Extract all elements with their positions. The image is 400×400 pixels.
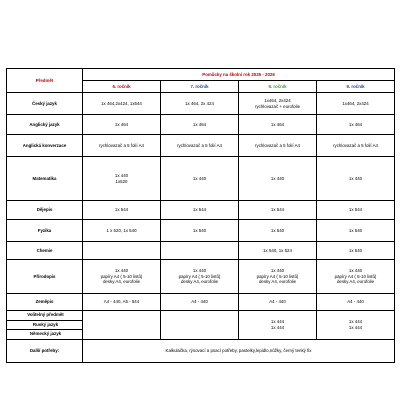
supply-cell-g6: 1 x 520, 1x 540 — [83, 220, 161, 242]
subject-cell: Matematika — [7, 157, 83, 201]
elective-row — [7, 311, 395, 340]
elective-label: Ruský jazyk — [7, 320, 82, 330]
table-row — [7, 93, 395, 115]
supply-cell-g8: A4 - 440 — [239, 294, 317, 311]
supply-cell-g6 — [83, 242, 161, 260]
table-row — [7, 220, 395, 242]
elective-value: 1x 444 — [270, 324, 285, 330]
elective-cell-g6 — [83, 311, 161, 340]
table-row — [7, 115, 395, 135]
subject-cell: Český jazyk — [7, 93, 83, 115]
supply-cell-g8: rychlovazač a 5 folií A4 — [239, 135, 317, 157]
supply-cell-g6: 1x 440 1x520 — [83, 157, 161, 201]
supply-cell-g9: 1x 440 papíry A4 ( 5-10 listů) desky A4, eurofolie — [317, 260, 395, 294]
supplies-table — [6, 68, 395, 363]
elective-cell-g8 — [239, 311, 317, 340]
supply-cell-g9: 1x464, 2x424 — [317, 93, 395, 115]
supply-cell-g8: 1x 464 — [239, 115, 317, 135]
subject-cell: Dějepis — [7, 201, 83, 220]
table-row — [7, 157, 395, 201]
table-row — [7, 242, 395, 260]
subject-cell: Anglická konverzace — [7, 135, 83, 157]
supply-cell-g9: rychlovazač a 5 folií A4 — [317, 135, 395, 157]
table-body — [7, 69, 395, 363]
other-supplies-row — [7, 339, 395, 362]
supply-cell-g9: 1x 544 — [317, 201, 395, 220]
supply-cell-g9: 1x 540 — [317, 242, 395, 260]
other-supplies-label: Další potřeby: — [7, 339, 83, 362]
supply-cell-g9: 1x 540 — [317, 220, 395, 242]
supply-cell-g7: 1x 440 papíry A4 ( 5-10 listů) desky A4, eurofolie — [161, 260, 239, 294]
elective-label: Německý jazyk — [7, 329, 82, 339]
elective-value: 1x 444 — [348, 319, 363, 325]
subject-cell: Přírodopis — [7, 260, 83, 294]
supply-cell-g7: 1x 544 — [161, 201, 239, 220]
table-row — [7, 260, 395, 294]
supply-cell-g7 — [161, 242, 239, 260]
grade-9-header: 9. ročník — [317, 81, 395, 93]
supply-cell-g9: A4 - 440 — [317, 294, 395, 311]
elective-value: 1x 444 — [270, 319, 285, 325]
elective-label: Volitelný předmět — [27, 312, 64, 317]
table-row — [7, 135, 395, 157]
subject-cell: Zeměpis — [7, 294, 83, 311]
supply-cell-g8: 1x 440 papíry A4 ( 5-10 listů) desky A4, eurofolie — [239, 260, 317, 294]
grade-6-header: 6. ročník — [83, 81, 161, 93]
supply-cell-g8: 1x 540 — [239, 220, 317, 242]
elective-cell-g9 — [317, 311, 395, 340]
elective-value: 1x 444 — [348, 324, 363, 330]
supply-cell-g6: rychlovazač a 5 folií A4 — [83, 135, 161, 157]
supply-cell-g8: 1x 540, 1x 524 — [239, 242, 317, 260]
grade-7-header: 7. ročník — [161, 81, 239, 93]
table-row — [7, 201, 395, 220]
header-row — [7, 69, 395, 81]
supply-cell-g6: 1x 464 — [83, 115, 161, 135]
supply-cell-g7: rychlovazač a 5 folií A4 — [161, 135, 239, 157]
supply-cell-g7: 1x 464 — [161, 115, 239, 135]
table-title: Pomůcky na školní rok 2025 - 2026 — [83, 69, 395, 81]
subject-cell: Chemie — [7, 242, 83, 260]
supply-cell-g7: 1x 440 — [161, 157, 239, 201]
supply-cell-g8: 1x 440 — [239, 157, 317, 201]
subject-cell: Anglický jazyk — [7, 115, 83, 135]
supply-cell-g6: 1x 464,2x424, 1x544 — [83, 93, 161, 115]
elective-cell-g7 — [161, 311, 239, 340]
supply-cell-g9: 1x 464 — [317, 115, 395, 135]
elective-subject-cell — [7, 311, 83, 340]
other-supplies-text: Kalkulačka, rýsovací a psací potřeby, pastelky,lepidlo,nůžky, černý tenký fix — [83, 339, 395, 362]
supply-cell-g7: 1x 540 — [161, 220, 239, 242]
supply-cell-g6: A4 - 440, A5 - 544 — [83, 294, 161, 311]
table-row — [7, 294, 395, 311]
subject-cell: Fyzika — [7, 220, 83, 242]
supply-cell-g6: 1x 440 papíry A4 ( 5-10 listů) desky A4, eurofolie — [83, 260, 161, 294]
supply-cell-g7: 1x 464, 2x 424 — [161, 93, 239, 115]
supply-cell-g8: 1x 544 — [239, 201, 317, 220]
predmet-header: Předmět — [7, 69, 83, 93]
supply-cell-g6: 1x 544 — [83, 201, 161, 220]
supply-cell-g9: 1x 440 — [317, 157, 395, 201]
supply-cell-g8: 1x464, 2x424 rychlovazač + eurofolie — [239, 93, 317, 115]
grade-8-header: 8. ročník — [239, 81, 317, 93]
supply-cell-g7: A4 - 440 — [161, 294, 239, 311]
